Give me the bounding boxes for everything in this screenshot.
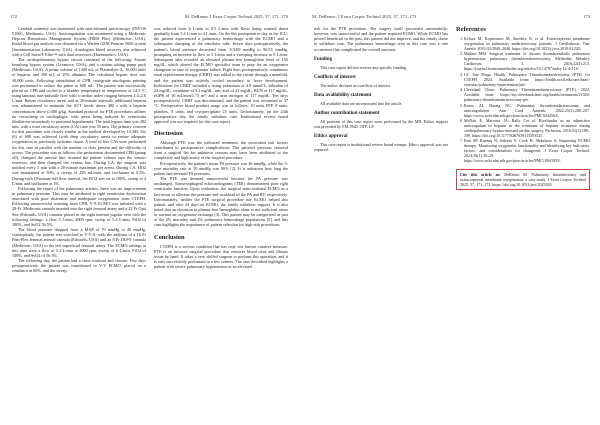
right-page-header bbox=[312, 12, 590, 20]
reference-item: 1. Kelava M, Koprivanac M, Smedira N, et al. Extracorporeal membrane oxygenation in pulmonary endarterectomy patients. J Cardiothorac Vasc Anesth. 2019;33:2040–2046. https://doi.org/10.1053/j.jvca.2019.01.025. bbox=[464, 36, 590, 51]
right-column-2 bbox=[456, 26, 590, 190]
right-running-head: M. DeRenzo: J Extra Corpor Technol 2025, 57, 171–173 bbox=[312, 13, 417, 19]
reference-item: 5. Rosso AI, Duong NC. Pulmonary thromboendarterectomy and anticoagulation. Ann Card Anaesth. 2022;25(2):200–207. https://www.ncbi.nlm.nih.gov/pmc/articles/PMC9244564/. bbox=[464, 103, 590, 118]
references-heading: References bbox=[456, 26, 486, 33]
right-page bbox=[308, 12, 594, 422]
citation-label: Cite this article as: bbox=[460, 172, 501, 178]
left-column-1 bbox=[12, 26, 146, 274]
right-column-1 bbox=[314, 26, 448, 190]
right-page-number: 173 bbox=[583, 13, 590, 19]
paragraph: Cerebral oximetry was monitored with near-infrared spectroscopy (INVOS 5100C, Medtronic, USA). Anticoagulation was monitored using a Medtronic Hepcon Hemostasis Management System (HMS Plus) (Medtronic, USA). Initial blood gas analysis was obtained via a Werfen GEM Premier 5000 system (Instrumentation Laboratory, USA). Autologous blood recovery was achieved with a Cell Saver® Elite™ with dual reservoirs (Haemonetics, USA). bbox=[12, 26, 146, 57]
data-availability-heading: Data availability statement bbox=[314, 92, 372, 98]
left-running-head: M. DeRenzo J Extra Corpor Technol 2025, 57, 171–173 bbox=[184, 13, 288, 19]
left-column-2 bbox=[154, 26, 288, 274]
conflicts-heading: Conflicts of interest bbox=[314, 74, 356, 80]
author-contribution-text: All portions of this case report were performed by the MD. Editor support was provided by EM. PhD, OTP, LP. bbox=[314, 118, 448, 129]
citation-box bbox=[456, 169, 590, 190]
citation-text: DeRenzo M. Pulmonary thrombectomy and extracorporeal membrane oxygenation: a case study. J Extra Corpor Technol 2025, 57, 171–173. https://doi.org/10.1051/ject/2025024. bbox=[460, 172, 587, 188]
conclusion-heading: Conclusion bbox=[154, 233, 185, 241]
paragraph: CTEPH is a serious condition that has only one known curative measure. PTE is an invasive surgical procedure that removes blood clots and fibrous tissue by hand. It takes a very skilled surgeon to perform this operation, and it is only successfully performed in a few centers. The case described highlights a patient with severe pulmonary hypertension at an elevated bbox=[154, 243, 288, 270]
reference-item: 3. UC San Diego Health. Pulmonary Thromboendarterectomy (PTE) for CTEPH. 2024. Available from: https://health.ucsd.edu/care/heart-vascular/pulmonary-hypertension/pte/. bbox=[464, 72, 590, 87]
paragraph: The blood pressure dropped from a MAP of 70 mmHg to 40 mmHg, consequently, the patient was switched to V-V-A, with the addition of a 16 Fr Fem-Flex femoral arterial cannula (Edwards, USA) and an 8 Fr DLP® cannula (Medtronic, USA) to the left superficial femoral artery. The ECMO settings at this time were a flow of 5.4 L/min at 4000 rpm, sweep of 6 L/min, FiO2 of 100%, and SvO2 of 56.3%. bbox=[12, 227, 146, 258]
data-availability-text: All available data are incorporated into the article. bbox=[320, 100, 403, 106]
reference-item: 7. Butt SP, Razzaq N, Saleem Y, Cook B, Abdulaziz S. Improving ECMO therapy: Monitoring oxygenator functionality and identifying key indicators, factors, and considerations for changeout. J Extra Corpor Technol. 2024;56(1):20–29. https://www.ncbi.nlm.nih.gov/pmc/articles/PMC10941835/. bbox=[464, 138, 590, 163]
paragraph: Following the repair of the pulmonary arteries, there was no improvement in pulmonary pressure. This may be attributed to right ventricular dysfunction associated with poor distention and inadequate oxygenation from CTEPH. Following unsuccessful weaning from CPB, V-A ECMO was initiated with a 28-Fr. Medtronic cannula inserted into the right femoral artery and a 22 Fr Opti Site (Edwards, USA) cannula placed in the right internal jugular vein with the following settings: a flow 5 L/min, 4000 rpm, sweep of 5.4 L/min, FiO2 of 100%, and SvO2 56.5%. bbox=[12, 185, 146, 227]
paragraph: The following day, the patient had a chest washout and closure. Five days postoperatively, the patient was transitioned to V-V ECMO, placed on a ventilator at 60%, and the sweep bbox=[12, 258, 146, 274]
reference-list bbox=[456, 36, 590, 163]
conflicts-text: The author declares no conflicts of interest. bbox=[320, 82, 392, 88]
paragraph: The cardiopulmonary bypass circuit consisted of the following: Essenz heartlung bypass system (Livanova, USA), and a custom tubing pump pack (Medtronic, USA). A prime volume of 1400 mL of Plasmalyte-A, 10,000 units of heparin, and 100 mL of 25% albumin. The calculated hepatic dose was 30,000 units. Following cannulation of CPB, retrograde autologous priming was performed to reduce the prime to 600 mL. The patient was successfully placed on CPB and cooled to a bladder temperature of temperature of 14.5 °C using laminar, non-pulsatile flow with a cardiac index ranging between 2.4–2.6 L/min. Before circulatory arrest and at 30-minute intervals, additional heparin was administered to maintain the ACT levels above 480 s with a heparin concentration above (≥300 g/kg. Standard protocol for PTE procedures utilizes no crossclamp or cardioplegia, with arrest being induced by ventricular fibrillation secondarily to profound hypothermia. The total bypass time was 492 min, with a total circulatory arrest (CA) time was 59 min. The primary concern for this procedure was closely similar to the method developed by UCSD. Six (6) of 690 was achieved (with deep circulatory arrest to ensure adequate oxygenation to previously ischemic tissue. A total of five CAs were performed for this case in parallel with the number of clots present and the difficulty of access. The procedure was as follows: the perfusionist documented CPB (pump off), clamped the arterial line, drained the patient volume into the venous reservoir, and then clamped the venous line. During CA, the surgeon was notified every 5 min with a 20-minute maximum per arrest. During CA, HO2 was maintained at 50%, a sweep of 250 mL/min, and isoflurane at 0.5%. During each 10-minute full flow interval, the FiO2 was set to 100%, sweep of 4 L/min, and isoflurane at 1%. bbox=[12, 56, 147, 186]
paragraph: Although PTE was the indicated treatment, the associated risk factors contributed to postoperative complications. The patient's previous removal from a surgical list for unknown reasons may have been attributed to the complexity and high acuity of the surgical procedure. bbox=[154, 139, 288, 161]
funding-heading: Funding bbox=[314, 56, 333, 62]
discussion-heading: Discussion bbox=[154, 129, 183, 137]
author-contribution-heading: Author contribution statement bbox=[314, 110, 380, 116]
paragraph: risk for the PTE procedure. The surgery itself proceeded uneventfully; however, was unsuccessful and the patient required ECMO. While ECMO has proved beneficial in the past, this patient did not improve, and the family chose to withdraw care. The pulmonary hemorrhage seen in this case was a rare occurrence that complicated the overall outcome. bbox=[314, 26, 448, 52]
left-page-header bbox=[10, 12, 288, 20]
paragraph: The PTE was deemed unsuccessful because the PA pressure was unchanged. Transesophageal echocardiograms (TEE) demonstrated poor right ventricular function. Upon evaluation, the surgical team initiated ECMO as a last resort to alleviate the pressure and workload of the PA and RV, respectively. Unfortunately, neither the PTE surgical procedure nor ECMO helped this patient, and after 24 days on ECMO, the family withdrew support. It is also noted that an elevation in plasma-free hemoglobin alone is not sufficient cause to warrant an oxygenator exchange [3]. This patient may be categorized as part of the 2% mortality and 2% pulmonary hemorrhage populations [5], and this case highlights the importance of patient selection for high-risk procedures. bbox=[154, 176, 288, 228]
reference-item: 2. Madani MM. Surgical treatment of chronic thromboembolic pulmonary hypertension: pulmonary thromboendarterectomy. Methodist Debakey Cardiovasc J. 2016;12(4):213. https://journal.houstonmethodist.org/articles/10.14797/mdcj-12-4-213/ bbox=[464, 51, 590, 71]
reference-item: 6. McNair E, Marcoux JA, Bally Cet al. Bivalirudin as an adjunctive anticoagulant to heparin in the treatment of heparin resistance during cardiopulmonary bypass-assisted cardiac surgery. Perfusion. 2016;31(3):189–199. https://doi.org/10.1177/0267659115583525. bbox=[464, 118, 590, 138]
ethics-text: This case report is institutional review board exempt. Ethics approval was not required. bbox=[314, 141, 448, 152]
ethics-heading: Ethics approval bbox=[314, 133, 348, 139]
left-page bbox=[6, 12, 292, 422]
funding-text: This case report did not receive any specific funding. bbox=[320, 64, 407, 70]
paragraph: Pre-operatively, the patient's mean PA pressure was 46 mmHg, while the 3-year mortality rate at 50 mmHg was 90% [2]. It is unknown how long the patient had elevated PA pressures. bbox=[154, 160, 288, 176]
left-page-number: 172 bbox=[10, 13, 17, 19]
reference-item: 4. Cleveland Clinic. Pulmonary Thromboendarterectomy (PTE). 2022. Available from: https://my.clevelandclinic.org/health/treatments/21024-pulmonary-thromboendarterectomy-pte. bbox=[464, 87, 590, 102]
paragraph: was reduced from 6 L/min to 0.5 L/min with flows being weaned down gradually from 5.4 L/min to 4 L/min. On the 6th postoperative day in the ICU, the patient experienced a pulmonary hemorrhage with the ECMO and a subsequent clamping of the ventilator tube. Seven days postoperatively, the patient's blood pressure decreased from 113/69 mmHg to 96/55 mmHg, prompting an increase in flow to 5 L/min and a sweeping increase to 9 L/min. Subsequent labs revealed an elevated plasma-free hemoglobin level of 150 mg/dL, which altered the ECMO specialist team to prep for an oxygenator changeout in case of oxygenator failure. Eight days postoperatively, continuous renal replacement therapy (CRRT) was added to the circuit through a manifold, and the patient was actively cooled secondary to fever development. Indications for CRRT included a rising potassium of 4.9 mmol/L, bilirubin of 24 mg/dL, creatinine of 3.2 mg/dL, uric acid of 22 mg/dL, BUN of 117 mg/dL, eGFR of 10 mL/min/1.73 m², and a urea nitrogen of 117 mg/dL. Ten days postoperatively, CRRT was discontinued, and the patient was rewarmed to 37 °C. Perioperative blood product usage was as follows: 10 units FFP, 8 units, platelets, 8 units, and cryoprecipitate 25 units. Unfortunately, on the 24th postoperative day, the family withdrew care. Institutional review board approval was not required for this case report. bbox=[154, 26, 288, 124]
